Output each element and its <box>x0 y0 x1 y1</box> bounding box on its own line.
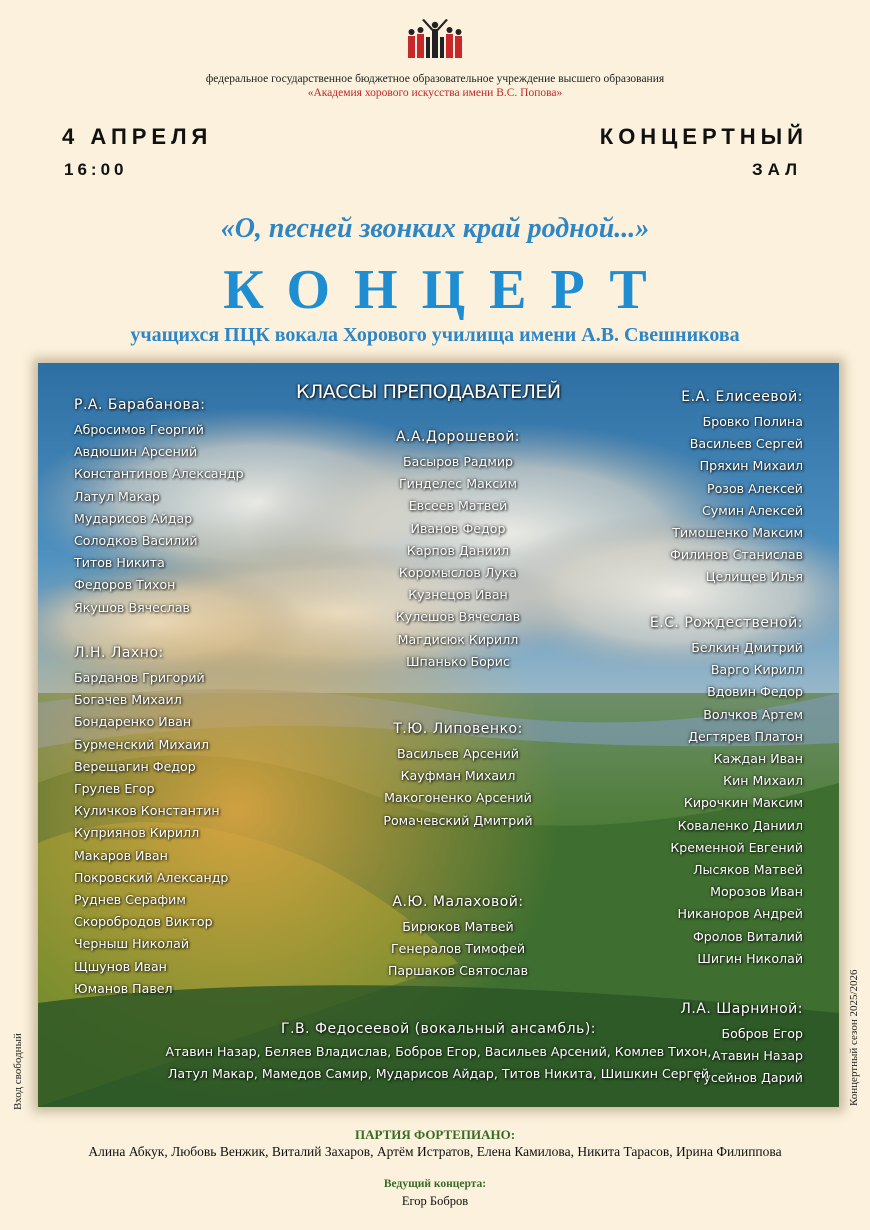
student-list <box>358 451 558 673</box>
student-name: Авдюшин Арсений <box>74 444 198 460</box>
student-name: Верещагин Федор <box>74 758 196 774</box>
student-name: Волчков Артем <box>703 706 803 722</box>
class-eliseevoy <box>670 389 803 589</box>
student-name: Макаров Иван <box>74 847 168 863</box>
concert-subtitle: «О, песней звонких край родной...» <box>220 213 650 244</box>
student-name: Кулешов Вячеслав <box>395 609 521 625</box>
student-name: Якушов Вячеслав <box>74 599 190 615</box>
student-name: Абросимов Георгий <box>74 422 204 437</box>
class-rozhdestvenoy <box>650 615 803 970</box>
host-name: Егор Бобров <box>401 1194 469 1208</box>
performers-line: учащихся ПЦК вокала Хорового училища имени А.В. Свешникова <box>130 324 740 346</box>
student-name: Покровский Александр <box>74 869 229 885</box>
host-heading: Ведущий концерта: <box>383 1178 487 1190</box>
student-list <box>74 419 244 619</box>
student-name: Басыров Радмир <box>402 454 514 469</box>
concert-title: КОНЦЕРТ <box>223 259 671 321</box>
teacher-name: А.Ю. Малаховой: <box>392 894 524 910</box>
student-name: Паршаков Святослав <box>387 963 529 979</box>
student-name: Дегтярев Платон <box>688 728 803 744</box>
student-name: Руднев Серафим <box>74 892 186 908</box>
institution-name: «Академия хорового искусства имени В.С. Попова» <box>307 87 563 99</box>
piano-heading: ПАРТИЯ ФОРТЕПИАНО: <box>354 1127 516 1142</box>
student-name: Ромачевский Дмитрий <box>383 812 533 828</box>
venue-line1: КОНЦЕРТНЫЙ <box>599 124 808 149</box>
student-name: Кузнецов Иван <box>408 587 508 603</box>
student-name: Кременной Евгений <box>670 839 803 855</box>
institution-type: федеральное государственное бюджетное образовательное учреждение высшего образования <box>205 73 665 85</box>
student-name: Каждан Иван <box>713 751 803 767</box>
student-name: Скоробродов Виктор <box>74 914 213 930</box>
class-lakhno <box>74 645 228 1000</box>
student-name: Макогоненко Арсений <box>384 790 532 806</box>
panel-text <box>38 363 839 1107</box>
student-name: Филинов Станислав <box>669 547 803 563</box>
free-entry-note: Вход свободный <box>12 1033 24 1110</box>
student-name: Бондаренко Иван <box>74 714 192 730</box>
student-name: Карпов Даниил <box>406 542 510 558</box>
student-name: Целищев Илья <box>705 569 803 585</box>
season-note: Концертный сезон 2025/2026 <box>848 969 860 1106</box>
ensemble-line2: Латул Макар, Мамедов Самир, Мударисов Айдар, Титов Никита, Шишкин Сергей <box>167 1066 710 1081</box>
student-name: Кауфман Михаил <box>400 768 516 784</box>
concert-time: 16:00 <box>64 160 128 179</box>
student-name: Лысяков Матвей <box>693 862 803 878</box>
concert-date: 4 АПРЕЛЯ <box>62 124 213 149</box>
class-barabanova <box>74 397 244 619</box>
ensemble-block <box>129 1021 749 1085</box>
student-name: Бровко Полина <box>702 414 803 429</box>
student-name: Титов Никита <box>74 555 165 571</box>
student-name: Солодков Василий <box>74 533 198 549</box>
student-name: Куприянов Кирилл <box>74 825 200 841</box>
student-name: Кирочкин Максим <box>683 795 803 811</box>
ensemble-teacher: Г.В. Федосеевой (вокальный ансамбль): <box>280 1021 597 1037</box>
student-name: Юманов Павел <box>74 980 173 996</box>
student-name: Бурменский Михаил <box>74 736 209 752</box>
teacher-name: Т.Ю. Липовенко: <box>393 721 523 737</box>
teacher-name: А.А.Дорошевой: <box>395 429 521 445</box>
student-name: Куличков Константин <box>74 803 220 819</box>
classes-heading: КЛАССЫ ПРЕПОДАВАТЕЛЕЙ <box>296 381 561 403</box>
landscape-panel <box>38 363 839 1107</box>
student-name: Латул Макар <box>74 488 160 504</box>
student-name: Морозов Иван <box>710 884 803 900</box>
student-name: Вдовин Федор <box>707 684 803 700</box>
teacher-name: Е.А. Елисеевой: <box>681 389 803 405</box>
teacher-name: Е.С. Рождественой: <box>649 615 803 631</box>
student-name: Богачев Михаил <box>74 692 182 708</box>
student-name: Шигин Николай <box>697 950 803 966</box>
student-list <box>670 411 803 589</box>
student-name: Генералов Тимофей <box>390 941 526 957</box>
student-name: Магдисюк Кирилл <box>397 631 519 647</box>
class-malakhovoy <box>338 894 578 983</box>
student-name: Васильев Сергей <box>689 436 803 452</box>
student-name: Варго Кирилл <box>710 662 803 678</box>
student-name: Кин Михаил <box>723 773 803 789</box>
class-lipovenko <box>338 721 578 832</box>
student-name: Атавин Назар <box>711 1048 803 1064</box>
student-name: Бирюков Матвей <box>402 919 514 934</box>
student-name: Тимошенко Максим <box>672 525 803 541</box>
student-list <box>338 916 578 983</box>
venue-line2: ЗАЛ <box>751 160 802 179</box>
student-name: Фролов Виталий <box>692 928 803 944</box>
teacher-name: Л.Н. Лахно: <box>74 645 164 661</box>
student-name: Федоров Тихон <box>74 577 176 593</box>
student-list <box>338 743 578 832</box>
student-name: Иванов Федор <box>410 520 506 536</box>
student-name: Константинов Александр <box>74 466 244 482</box>
student-name: Гусейнов Дарий <box>695 1070 803 1086</box>
student-list <box>650 637 803 970</box>
teacher-name: Р.А. Барабанова: <box>74 397 206 413</box>
student-name: Евсеев Матвей <box>408 498 508 514</box>
student-list <box>74 667 228 1000</box>
student-name: Коромыслов Лука <box>398 565 518 581</box>
student-name: Розов Алексей <box>706 480 803 496</box>
class-doroshevoy <box>358 429 558 673</box>
ensemble-line1: Атавин Назар, Беляев Владислав, Бобров Егор, Васильев Арсений, Комлев Тихон, <box>165 1044 712 1059</box>
student-name: Васильев Арсений <box>397 746 519 761</box>
choir-logo <box>405 18 465 60</box>
student-name: Шпанько Борис <box>406 653 510 669</box>
student-name: Никаноров Андрей <box>677 906 803 922</box>
piano-names: Алина Абкук, Любовь Венжик, Виталий Захаров, Артём Истратов, Елена Камилова, Никита Тарасов, Ирина Филиппова <box>88 1144 782 1159</box>
student-name: Черныш Николай <box>74 936 189 952</box>
student-name: Мударисов Айдар <box>74 510 193 526</box>
student-name: Барданов Григорий <box>74 670 205 685</box>
student-name: Коваленко Даниил <box>677 817 803 833</box>
student-name: Белкин Дмитрий <box>691 640 803 655</box>
student-name: Сумин Алексей <box>701 502 803 518</box>
student-name: Пряхин Михаил <box>699 458 803 474</box>
student-name: Бобров Егор <box>721 1026 803 1041</box>
student-name: Щшунов Иван <box>74 958 167 974</box>
student-name: Гинделес Максим <box>398 476 518 492</box>
teacher-name: Л.А. Шарниной: <box>680 1001 803 1017</box>
student-name: Грулев Егор <box>74 781 155 797</box>
